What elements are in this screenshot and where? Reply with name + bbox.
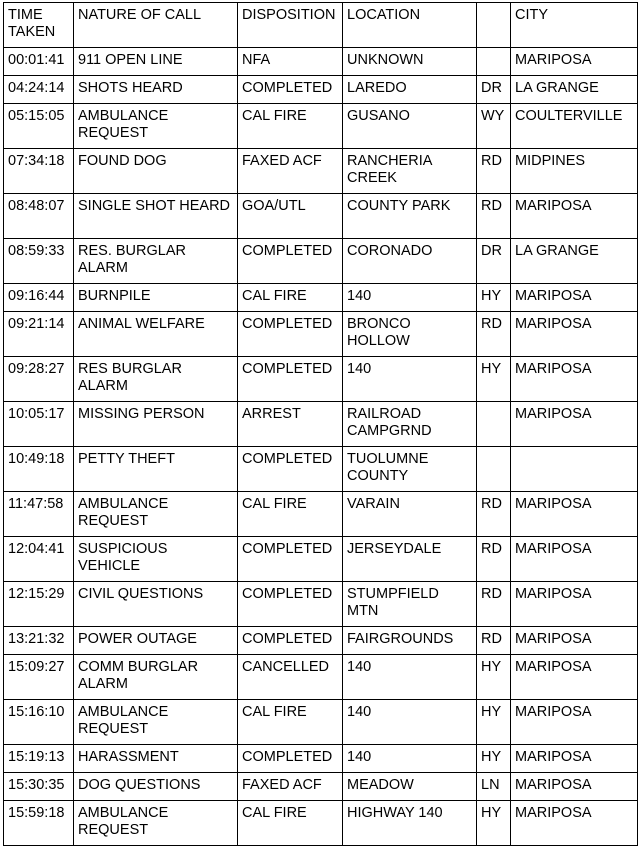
cell-disposition: ARREST (238, 402, 343, 447)
cell-location: 140 (343, 745, 477, 773)
table-row (4, 773, 638, 801)
cell-location: 140 (343, 284, 477, 312)
header-city: CITY (511, 3, 638, 48)
table-row (4, 76, 638, 104)
header-location: LOCATION (343, 3, 477, 48)
cell-street-suffix (477, 48, 511, 76)
cell-time-taken: 05:15:05 (4, 104, 74, 149)
header-disposition: DISPOSITION (238, 3, 343, 48)
cell-location: UNKNOWN (343, 48, 477, 76)
cell-city: MARIPOSA (511, 700, 638, 745)
cell-disposition: NFA (238, 48, 343, 76)
table-row (4, 447, 638, 492)
cell-street-suffix: HY (477, 801, 511, 846)
cell-city: MARIPOSA (511, 537, 638, 582)
cell-city: LA GRANGE (511, 76, 638, 104)
cell-city: MARIPOSA (511, 402, 638, 447)
cell-city: MARIPOSA (511, 801, 638, 846)
cell-disposition: GOA/UTL (238, 194, 343, 239)
table-row (4, 284, 638, 312)
cell-disposition: COMPLETED (238, 312, 343, 357)
cell-location: GUSANO (343, 104, 477, 149)
cell-disposition: COMPLETED (238, 239, 343, 284)
cell-time-taken: 09:28:27 (4, 357, 74, 402)
cell-nature-of-call: BURNPILE (74, 284, 238, 312)
cell-street-suffix: RD (477, 627, 511, 655)
cell-street-suffix: HY (477, 284, 511, 312)
cell-location: TUOLUMNE COUNTY (343, 447, 477, 492)
cell-street-suffix: RD (477, 582, 511, 627)
cell-disposition: COMPLETED (238, 745, 343, 773)
cell-time-taken: 07:34:18 (4, 149, 74, 194)
cell-city (511, 447, 638, 492)
cell-location: LAREDO (343, 76, 477, 104)
cell-time-taken: 10:05:17 (4, 402, 74, 447)
cell-city: MIDPINES (511, 149, 638, 194)
cell-street-suffix: RD (477, 194, 511, 239)
cell-nature-of-call: AMBULANCE REQUEST (74, 492, 238, 537)
cell-nature-of-call: POWER OUTAGE (74, 627, 238, 655)
cell-disposition: COMPLETED (238, 357, 343, 402)
cell-street-suffix: HY (477, 655, 511, 700)
table-row (4, 149, 638, 194)
cell-location: RAILROAD CAMPGRND (343, 402, 477, 447)
cell-city: LA GRANGE (511, 239, 638, 284)
cell-location: 140 (343, 357, 477, 402)
cell-time-taken: 15:59:18 (4, 801, 74, 846)
cell-disposition: CAL FIRE (238, 700, 343, 745)
cell-location: 140 (343, 700, 477, 745)
cell-time-taken: 13:21:32 (4, 627, 74, 655)
cell-nature-of-call: COMM BURGLAR ALARM (74, 655, 238, 700)
table-row (4, 655, 638, 700)
cell-location: 140 (343, 655, 477, 700)
cell-city: MARIPOSA (511, 627, 638, 655)
cell-time-taken: 04:24:14 (4, 76, 74, 104)
cell-nature-of-call: DOG QUESTIONS (74, 773, 238, 801)
cell-time-taken: 15:30:35 (4, 773, 74, 801)
cell-disposition: COMPLETED (238, 627, 343, 655)
cell-city: COULTERVILLE (511, 104, 638, 149)
cell-location: HIGHWAY 140 (343, 801, 477, 846)
cell-street-suffix: HY (477, 700, 511, 745)
cell-nature-of-call: RES BURGLAR ALARM (74, 357, 238, 402)
cell-street-suffix: LN (477, 773, 511, 801)
cell-time-taken: 08:59:33 (4, 239, 74, 284)
table-row (4, 48, 638, 76)
cell-disposition: CAL FIRE (238, 284, 343, 312)
cell-street-suffix: DR (477, 76, 511, 104)
cell-location: COUNTY PARK (343, 194, 477, 239)
table-row (4, 104, 638, 149)
cell-nature-of-call: ANIMAL WELFARE (74, 312, 238, 357)
table-row (4, 627, 638, 655)
table-row (4, 700, 638, 745)
cell-nature-of-call: MISSING PERSON (74, 402, 238, 447)
header-time-taken: TIME TAKEN (4, 3, 74, 48)
cell-street-suffix: RD (477, 537, 511, 582)
cell-time-taken: 15:09:27 (4, 655, 74, 700)
cell-location: BRONCO HOLLOW (343, 312, 477, 357)
table-row (4, 537, 638, 582)
cell-street-suffix: WY (477, 104, 511, 149)
cell-disposition: COMPLETED (238, 582, 343, 627)
cell-disposition: FAXED ACF (238, 149, 343, 194)
cell-disposition: FAXED ACF (238, 773, 343, 801)
cell-nature-of-call: SINGLE SHOT HEARD (74, 194, 238, 239)
cell-location: VARAIN (343, 492, 477, 537)
cell-city: MARIPOSA (511, 655, 638, 700)
header-street-suffix (477, 3, 511, 48)
cell-street-suffix: RD (477, 312, 511, 357)
cell-time-taken: 10:49:18 (4, 447, 74, 492)
cell-time-taken: 15:19:13 (4, 745, 74, 773)
cell-location: STUMPFIELD MTN (343, 582, 477, 627)
cell-city: MARIPOSA (511, 745, 638, 773)
cell-city: MARIPOSA (511, 48, 638, 76)
call-log-table (3, 2, 638, 846)
cell-time-taken: 09:16:44 (4, 284, 74, 312)
cell-city: MARIPOSA (511, 194, 638, 239)
cell-nature-of-call: SHOTS HEARD (74, 76, 238, 104)
cell-time-taken: 00:01:41 (4, 48, 74, 76)
cell-nature-of-call: 911 OPEN LINE (74, 48, 238, 76)
cell-nature-of-call: FOUND DOG (74, 149, 238, 194)
cell-city: MARIPOSA (511, 357, 638, 402)
cell-street-suffix: HY (477, 357, 511, 402)
cell-location: CORONADO (343, 239, 477, 284)
cell-city: MARIPOSA (511, 312, 638, 357)
cell-city: MARIPOSA (511, 773, 638, 801)
table-row (4, 492, 638, 537)
cell-street-suffix: HY (477, 745, 511, 773)
table-row (4, 239, 638, 284)
cell-location: MEADOW (343, 773, 477, 801)
table-row (4, 194, 638, 239)
cell-nature-of-call: RES. BURGLAR ALARM (74, 239, 238, 284)
cell-nature-of-call: AMBULANCE REQUEST (74, 104, 238, 149)
table-row (4, 745, 638, 773)
cell-disposition: COMPLETED (238, 537, 343, 582)
cell-time-taken: 08:48:07 (4, 194, 74, 239)
table-row (4, 312, 638, 357)
cell-street-suffix: DR (477, 239, 511, 284)
table-row (4, 357, 638, 402)
cell-nature-of-call: CIVIL QUESTIONS (74, 582, 238, 627)
cell-nature-of-call: SUSPICIOUS VEHICLE (74, 537, 238, 582)
cell-disposition: CANCELLED (238, 655, 343, 700)
cell-street-suffix: RD (477, 149, 511, 194)
cell-time-taken: 12:15:29 (4, 582, 74, 627)
table-row (4, 801, 638, 846)
cell-disposition: COMPLETED (238, 76, 343, 104)
cell-street-suffix (477, 402, 511, 447)
cell-disposition: CAL FIRE (238, 492, 343, 537)
header-row (4, 3, 638, 48)
cell-nature-of-call: AMBULANCE REQUEST (74, 700, 238, 745)
cell-disposition: CAL FIRE (238, 801, 343, 846)
cell-street-suffix (477, 447, 511, 492)
cell-disposition: CAL FIRE (238, 104, 343, 149)
cell-time-taken: 11:47:58 (4, 492, 74, 537)
cell-location: FAIRGROUNDS (343, 627, 477, 655)
cell-time-taken: 15:16:10 (4, 700, 74, 745)
table-row (4, 582, 638, 627)
cell-city: MARIPOSA (511, 284, 638, 312)
cell-nature-of-call: AMBULANCE REQUEST (74, 801, 238, 846)
cell-city: MARIPOSA (511, 492, 638, 537)
header-nature-of-call: NATURE OF CALL (74, 3, 238, 48)
cell-time-taken: 09:21:14 (4, 312, 74, 357)
cell-street-suffix: RD (477, 492, 511, 537)
cell-city: MARIPOSA (511, 582, 638, 627)
cell-nature-of-call: HARASSMENT (74, 745, 238, 773)
cell-location: JERSEYDALE (343, 537, 477, 582)
table-row (4, 402, 638, 447)
cell-location: RANCHERIA CREEK (343, 149, 477, 194)
cell-nature-of-call: PETTY THEFT (74, 447, 238, 492)
cell-time-taken: 12:04:41 (4, 537, 74, 582)
cell-disposition: COMPLETED (238, 447, 343, 492)
